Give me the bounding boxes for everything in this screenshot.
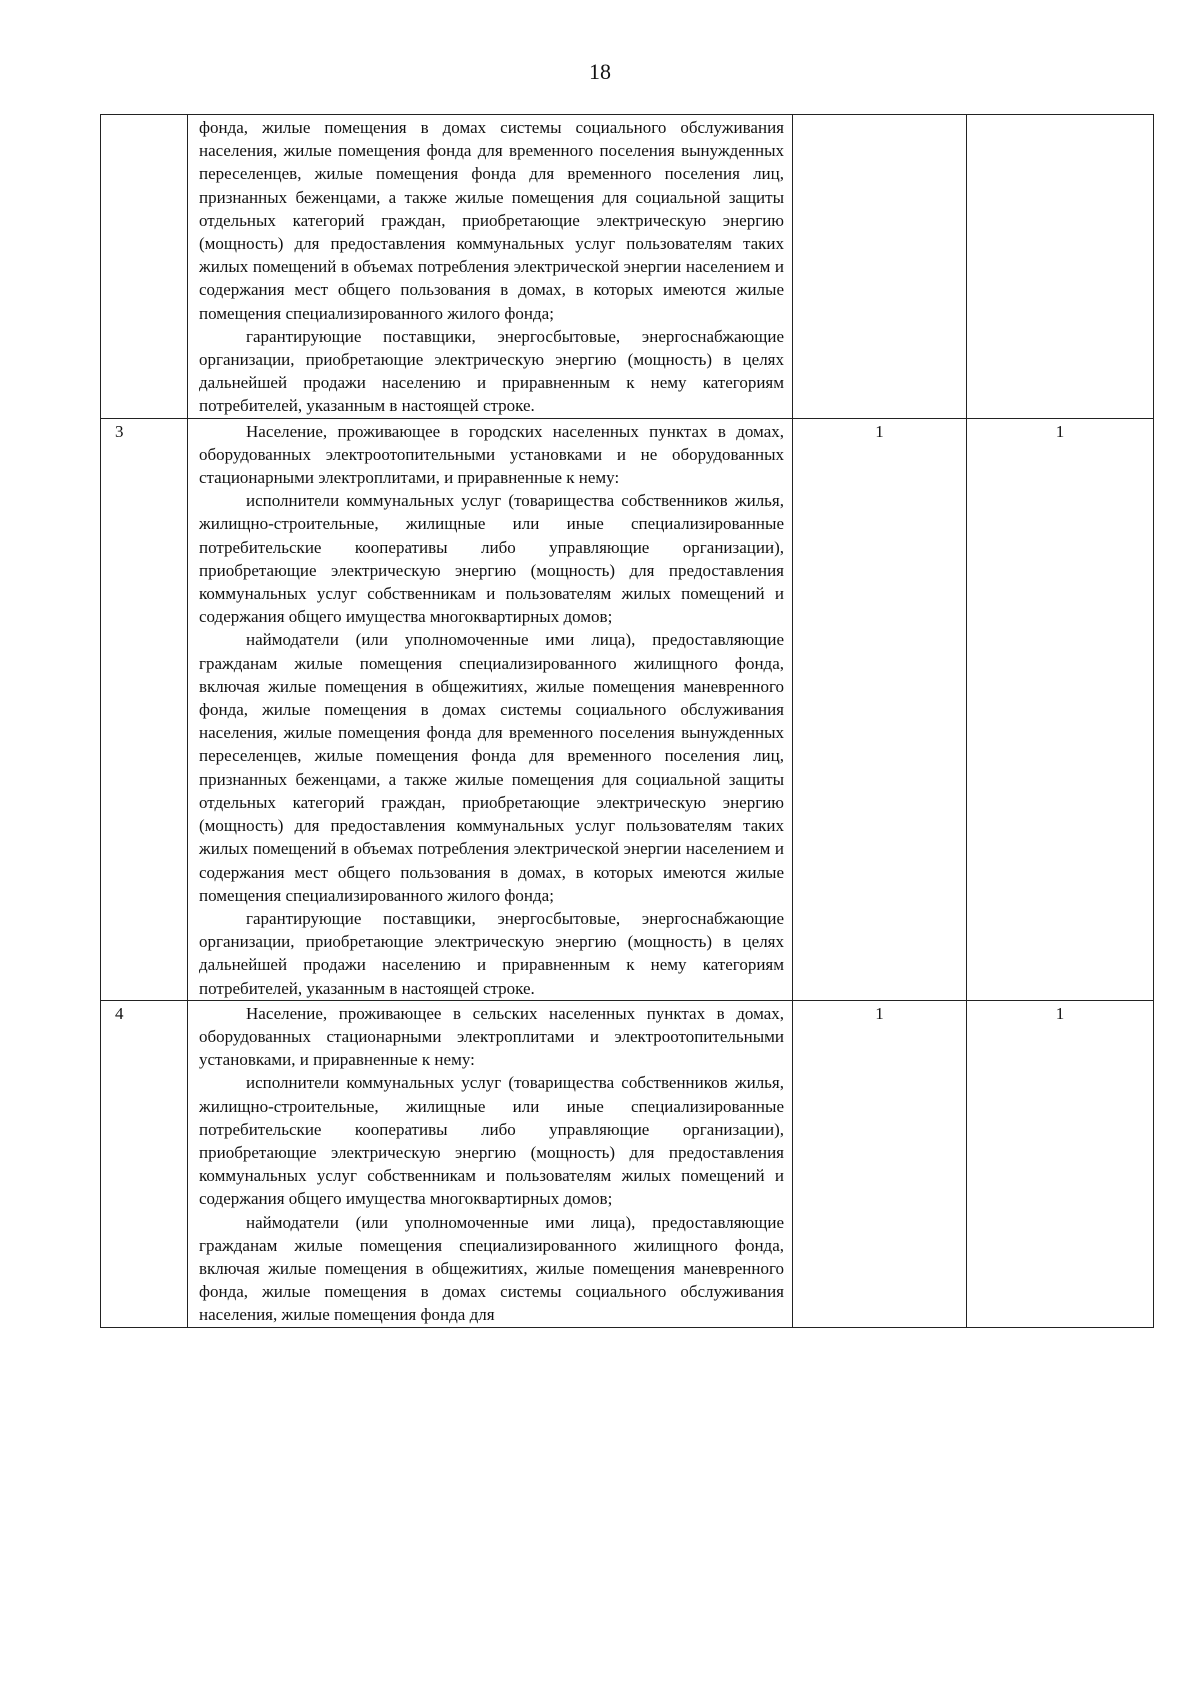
value-cell-1: 1 — [793, 1000, 967, 1327]
paragraph: гарантирующие поставщики, энергосбытовые, энергоснабжающие организации, приобретающие электрическую энергию (мощность) в целях дальнейшей продажи населению и приравненным к нему категориям потребителей, указанным в настоящей строке. — [199, 908, 784, 998]
paragraph: исполнители коммунальных услуг (товарищества собственников жилья, жилищно-строительные, жилищные или иные специализированные потребительские кооперативы либо управляющие организации), приобретающие электрическую энергию (мощность) для предоставления коммунальных услуг собственникам и пользователям жилых помещений и содержания общего имущества многоквартирных домов; — [199, 491, 784, 627]
value-cell-2: 1 — [967, 418, 1154, 1000]
value-cell-2: 1 — [967, 1000, 1154, 1327]
tariff-table — [100, 114, 1154, 1328]
paragraph: Население, проживающее в городских населенных пунктах в домах, оборудованных электроотопительными установками и не оборудованных стационарными электроплитами, и приравненные к нему: — [199, 421, 784, 488]
row-description-cell — [188, 1000, 793, 1327]
page-number: 18 — [589, 59, 611, 84]
row-description-cell — [188, 418, 793, 1000]
table-row — [101, 1000, 1154, 1327]
row-number-cell: 3 — [101, 418, 188, 1000]
paragraph: Население, проживающее в сельских населенных пунктах в домах, оборудованных стационарными электроплитами и электроотопительными установками, и приравненные к нему: — [199, 1003, 784, 1070]
row-number-cell — [101, 115, 188, 419]
value-cell-1 — [793, 115, 967, 419]
value-cell-1: 1 — [793, 418, 967, 1000]
table-row — [101, 418, 1154, 1000]
row-number-cell: 4 — [101, 1000, 188, 1327]
paragraph: исполнители коммунальных услуг (товарищества собственников жилья, жилищно-строительные, жилищные или иные специализированные потребительские кооперативы либо управляющие организации), приобретающие электрическую энергию (мощность) для предоставления коммунальных услуг собственникам и пользователям жилых помещений и содержания общего имущества многоквартирных домов; — [199, 1073, 784, 1209]
paragraph: гарантирующие поставщики, энергосбытовые, энергоснабжающие организации, приобретающие электрическую энергию (мощность) в целях дальнейшей продажи населению и приравненным к нему категориям потребителей, указанным в настоящей строке. — [199, 326, 784, 416]
paragraph: наймодатели (или уполномоченные ими лица), предоставляющие гражданам жилые помещения специализированного жилищного фонда, включая жилые помещения в общежитиях, жилые помещения маневренного фонда, жилые помещения в домах системы социального обслуживания населения, жилые помещения фонда для временного поселения вынужденных переселенцев, жилые помещения фонда для временного поселения лиц, признанных беженцами, а также жилые помещения для социальной защиты отдельных категорий граждан, приобретающие электрическую энергию (мощность) для предоставления коммунальных услуг пользователям таких жилых помещений в объемах потребления электрической энергии населением и содержания мест общего пользования в домах, в которых имеются жилые помещения специализированного жилого фонда; — [199, 630, 784, 905]
table-row — [101, 115, 1154, 419]
value-cell-2 — [967, 115, 1154, 419]
row-description-cell — [188, 115, 793, 419]
paragraph: наймодатели (или уполномоченные ими лица), предоставляющие гражданам жилые помещения специализированного жилищного фонда, включая жилые помещения в общежитиях, жилые помещения маневренного фонда, жилые помещения в домах системы социального обслуживания населения, жилые помещения фонда для — [199, 1212, 784, 1325]
paragraph: фонда, жилые помещения в домах системы социального обслуживания населения, жилые помещения фонда для временного поселения вынужденных переселенцев, жилые помещения фонда для временного поселения лиц, признанных беженцами, а также жилые помещения для социальной защиты отдельных категорий граждан, приобретающие электрическую энергию (мощность) для предоставления коммунальных услуг пользователям таких жилых помещений в объемах потребления электрической энергии населением и содержания мест общего пользования в домах, в которых имеются жилые помещения специализированного жилого фонда; — [199, 118, 784, 323]
